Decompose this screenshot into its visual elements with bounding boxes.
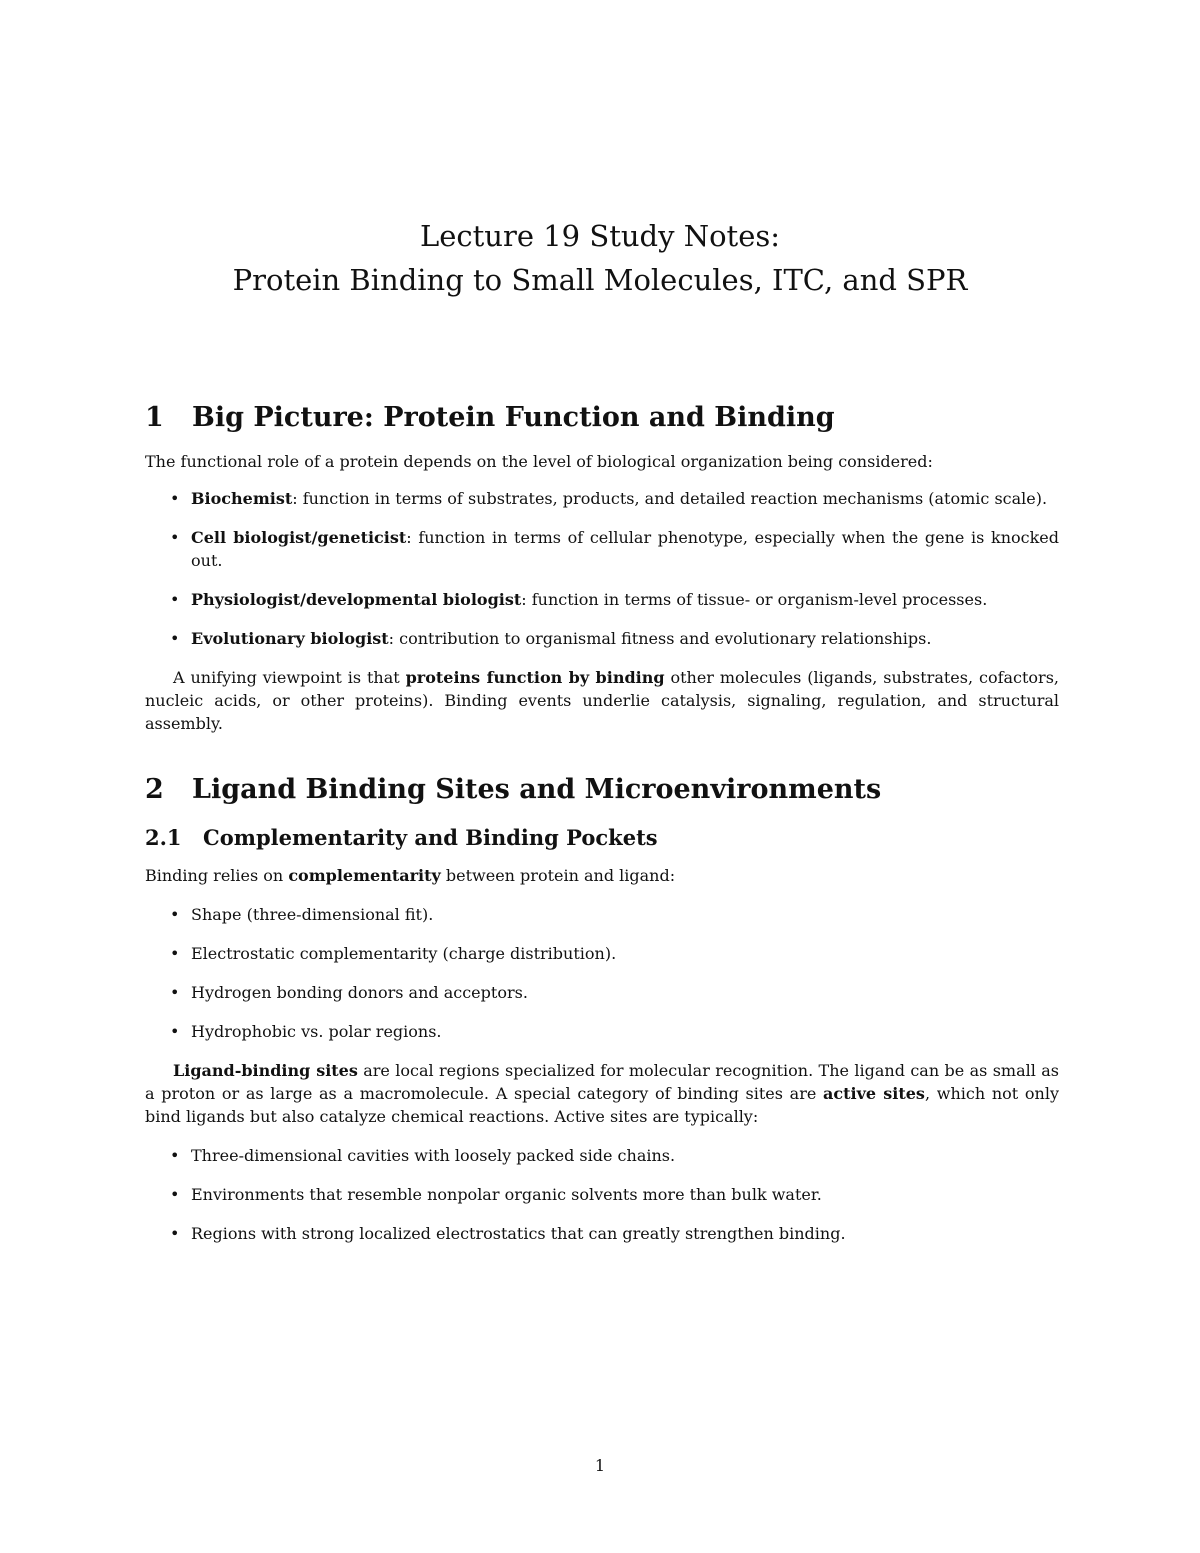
- binding-sites-paragraph: [145, 1059, 1059, 1128]
- list-item-text: : contribution to organismal fitness and evolutionary relationships.: [388, 629, 932, 648]
- section-1-paragraph: [145, 666, 1059, 735]
- title-line-2: Protein Binding to Small Molecules, ITC, and SPR: [232, 263, 968, 297]
- bullet-icon: •: [170, 983, 180, 1002]
- list-item: [145, 942, 1059, 965]
- section-1-heading: [145, 398, 1059, 438]
- section-2-number: 2: [145, 774, 164, 805]
- complementarity-list: [145, 903, 1059, 1043]
- subsection-2-1-heading: [145, 822, 1059, 854]
- paragraph-emphasis: complementarity: [288, 866, 441, 885]
- list-item: [145, 1144, 1059, 1167]
- list-item: [145, 1020, 1059, 1043]
- paragraph-text: are local regions specialized for molecular recognition. The ligand can be as small as a proton or as large as a macromolecule. A special category of binding sites are: [145, 1061, 1059, 1103]
- list-item: [145, 588, 1059, 611]
- section-1-list: [145, 487, 1059, 650]
- section-1-title: Big Picture: Protein Function and Binding: [192, 402, 835, 433]
- title-line-1: Lecture 19 Study Notes:: [419, 219, 781, 253]
- section-1-number: 1: [145, 402, 164, 433]
- document-title: [0, 214, 1200, 302]
- section-1-intro: The functional role of a protein depends on the level of biological organization being considered:: [145, 452, 933, 471]
- bullet-icon: •: [170, 1022, 180, 1041]
- paragraph-text: , which not only bind ligands but also catalyze chemical reactions. Active sites are typically:: [145, 1084, 1060, 1126]
- list-item-term: Evolutionary biologist: [191, 629, 389, 648]
- list-item: [145, 1222, 1059, 1245]
- bullet-icon: •: [170, 528, 180, 547]
- list-item-text: : function in terms of cellular phenotype, especially when the gene is knocked out.: [191, 528, 1059, 570]
- bullet-icon: •: [170, 1224, 180, 1243]
- paragraph-emphasis: active sites: [823, 1084, 925, 1103]
- list-item-text: Regions with strong localized electrostatics that can greatly strengthen binding.: [191, 1224, 846, 1243]
- list-item-text: Shape (three-dimensional fit).: [191, 905, 434, 924]
- list-item-text: : function in terms of substrates, products, and detailed reaction mechanisms (atomic scale).: [292, 489, 1048, 508]
- paragraph-text: between protein and ligand:: [440, 866, 676, 885]
- paragraph-text: A unifying viewpoint is that: [173, 668, 406, 687]
- list-item-text: Hydrogen bonding donors and acceptors.: [191, 983, 528, 1002]
- bullet-icon: •: [170, 1185, 180, 1204]
- subsection-2-1-number: 2.1: [145, 825, 182, 850]
- list-item-term: Physiologist/developmental biologist: [191, 590, 522, 609]
- list-item: [145, 1183, 1059, 1206]
- bullet-icon: •: [170, 590, 180, 609]
- section-2-title: Ligand Binding Sites and Microenvironments: [192, 774, 882, 805]
- list-item-text: Electrostatic complementarity (charge distribution).: [191, 944, 617, 963]
- list-item-text: : function in terms of tissue- or organism-level processes.: [521, 590, 988, 609]
- bullet-icon: •: [170, 629, 180, 648]
- list-item-text: Environments that resemble nonpolar organic solvents more than bulk water.: [191, 1185, 822, 1204]
- subsection-2-1-title: Complementarity and Binding Pockets: [203, 825, 658, 850]
- document-body: [145, 398, 1059, 1245]
- paragraph-text: Binding relies on: [145, 866, 289, 885]
- paragraph-emphasis: proteins function by binding: [405, 668, 665, 687]
- page-number: 1: [594, 1456, 606, 1475]
- list-item-text: Three-dimensional cavities with loosely packed side chains.: [191, 1146, 676, 1165]
- list-item-term: Biochemist: [191, 489, 293, 508]
- paragraph-text: other molecules (ligands, substrates, cofactors, nucleic acids, or other proteins). Binding events underlie catalysis, signaling, regulation, and structural assembly.: [145, 668, 1060, 733]
- bullet-icon: •: [170, 944, 180, 963]
- bullet-icon: •: [170, 905, 180, 924]
- list-item-text: Hydrophobic vs. polar regions.: [191, 1022, 442, 1041]
- bullet-icon: •: [170, 1146, 180, 1165]
- list-item: [145, 627, 1059, 650]
- list-item: [145, 981, 1059, 1004]
- section-2-heading: [145, 770, 1059, 810]
- subsection-2-1-intro: [145, 864, 1059, 887]
- bullet-icon: •: [170, 489, 180, 508]
- paragraph-emphasis: Ligand-binding sites: [173, 1061, 358, 1080]
- list-item-term: Cell biologist/geneticist: [191, 528, 407, 547]
- list-item: [145, 526, 1059, 572]
- active-sites-list: [145, 1144, 1059, 1245]
- list-item: [145, 487, 1059, 510]
- list-item: [145, 903, 1059, 926]
